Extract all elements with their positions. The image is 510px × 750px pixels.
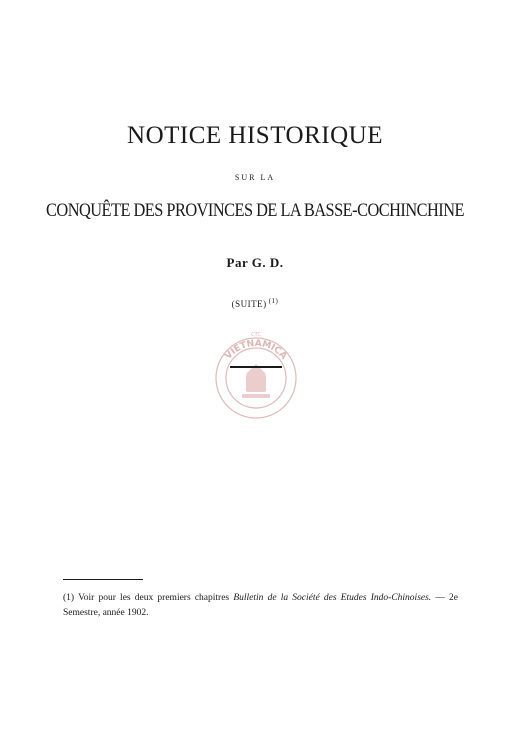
library-stamp-watermark-icon	[208, 330, 304, 426]
footnote-reference-mark: (1)	[268, 297, 279, 305]
title-connector: SUR LA	[234, 173, 276, 182]
suite-text: (SUITE)	[231, 299, 267, 309]
page-title: NOTICE HISTORIQUE	[127, 122, 383, 149]
continuation-label	[0, 297, 510, 309]
page-subtitle: CONQUÊTE DES PROVINCES DE LA BASSE-COCHINCHINE	[46, 200, 464, 221]
watermark-arc-text: VIETNAMICA	[223, 338, 289, 362]
footnote-divider	[63, 579, 143, 580]
watermark-top-text: CTC	[251, 332, 261, 338]
footnote	[63, 591, 458, 621]
author-line: Par G. D.	[226, 255, 284, 270]
title-divider	[230, 366, 282, 368]
footnote-text-after: — 2e Semestre, année 1902.	[63, 593, 459, 618]
footnote-italic-citation: Bulletin de la Société des Etudes Indo-Chinoises.	[233, 593, 432, 603]
footnote-text-before: Voir pour les deux premiers chapitres	[78, 593, 230, 603]
footnote-mark: (1)	[63, 593, 75, 603]
svg-text:VIETNAMICA	[223, 339, 288, 362]
